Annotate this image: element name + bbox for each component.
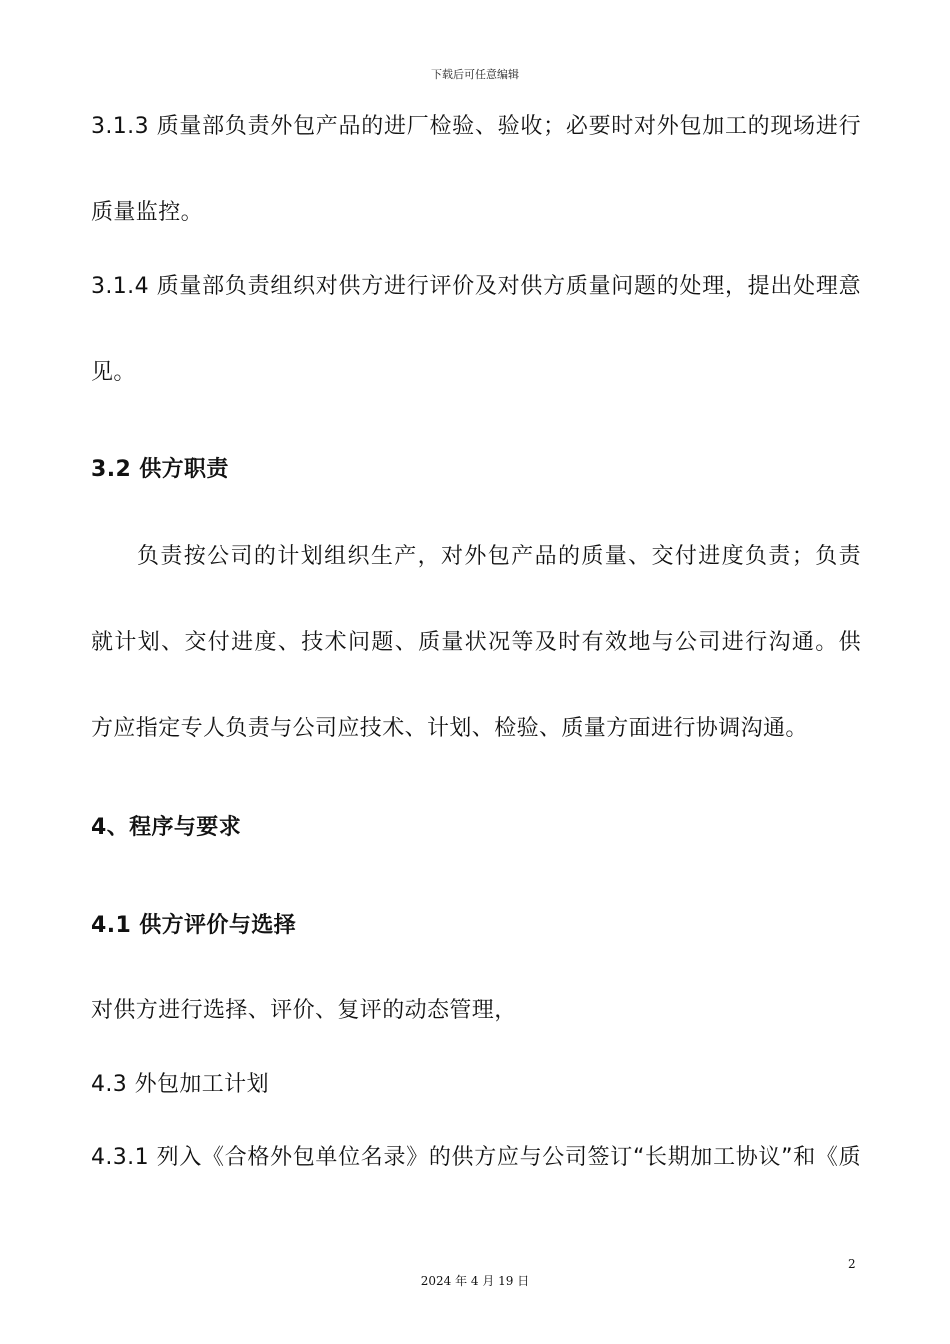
header-note: 下载后可任意编辑 bbox=[431, 68, 519, 81]
paragraph-3-1-4-line-2: 见。 bbox=[91, 360, 136, 385]
paragraph-3-2-line-2: 就计划、交付进度、技术问题、质量状况等及时有效地与公司进行沟通。供 bbox=[91, 630, 861, 655]
paragraph-3-2-line-1: 负责按公司的计划组织生产，对外包产品的质量、交付进度负责；负责 bbox=[137, 544, 861, 569]
paragraph-3-2-line-3: 方应指定专人负责与公司应技术、计划、检验、质量方面进行协调沟通。 bbox=[91, 716, 808, 741]
paragraph-3-1-3-line-2: 质量监控。 bbox=[91, 200, 204, 225]
section-heading-4: 4、程序与要求 bbox=[91, 815, 242, 840]
page-number: 2 bbox=[848, 1257, 856, 1271]
section-heading-4-3: 4.3 外包加工计划 bbox=[91, 1072, 269, 1097]
footer-date: 2024 年 4 月 19 日 bbox=[420, 1274, 530, 1288]
section-heading-4-1: 4.1 供方评价与选择 bbox=[91, 913, 297, 938]
paragraph-4-3-1-line-1: 4.3.1 列入《合格外包单位名录》的供方应与公司签订“长期加工协议”和《质 bbox=[91, 1145, 861, 1170]
paragraph-3-1-3-line-1: 3.1.3 质量部负责外包产品的进厂检验、验收；必要时对外包加工的现场进行 bbox=[91, 114, 861, 139]
paragraph-3-1-4-line-1: 3.1.4 质量部负责组织对供方进行评价及对供方质量问题的处理，提出处理意 bbox=[91, 274, 861, 299]
paragraph-4-1: 对供方进行选择、评价、复评的动态管理， bbox=[91, 998, 517, 1023]
section-heading-3-2: 3.2 供方职责 bbox=[91, 457, 229, 482]
